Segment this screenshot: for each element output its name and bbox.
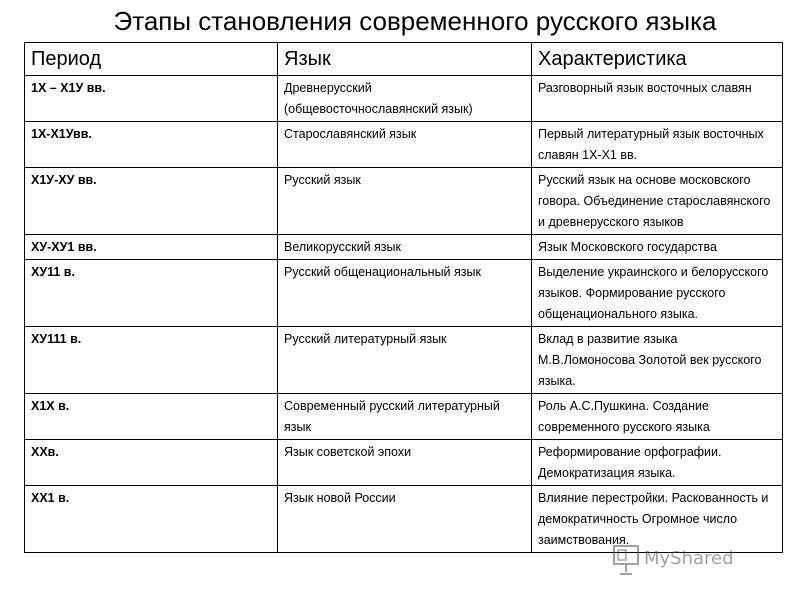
period-cell: X1У-XУ вв. bbox=[25, 168, 278, 235]
watermark-text: MyShared bbox=[644, 548, 734, 569]
language-cell: Древнерусский (общевосточнославянский язык) bbox=[278, 76, 532, 122]
table-row bbox=[25, 440, 783, 486]
period-cell: XУ-XУ1 вв. bbox=[25, 235, 278, 260]
language-cell: Старославянский язык bbox=[278, 122, 532, 168]
table-row bbox=[25, 235, 783, 260]
period-cell: XX1 в. bbox=[25, 486, 278, 553]
period-cell: XУ11 в. bbox=[25, 260, 278, 327]
table-row bbox=[25, 327, 783, 394]
language-cell: Язык советской эпохи bbox=[278, 440, 532, 486]
characteristic-cell: Разговорный язык восточных славян bbox=[532, 76, 783, 122]
characteristic-cell: Влияние перестройки. Раскованность и демократичность Огромное число заимствования. bbox=[532, 486, 783, 553]
table-header-row bbox=[25, 43, 783, 76]
characteristic-cell: Роль А.С.Пушкина. Создание современного русского языка bbox=[532, 394, 783, 440]
table-row bbox=[25, 168, 783, 235]
page-title: Этапы становления современного русского языка bbox=[113, 6, 717, 36]
table-row bbox=[25, 76, 783, 122]
language-cell: Русский общенациональный язык bbox=[278, 260, 532, 327]
characteristic-cell: Выделение украинского и белорусского языков. Формирование русского общенационального языка. bbox=[532, 260, 783, 327]
period-cell: 1X – X1У вв. bbox=[25, 76, 278, 122]
language-cell: Русский литературный язык bbox=[278, 327, 532, 394]
language-cell: Великорусский язык bbox=[278, 235, 532, 260]
period-cell: XУ111 в. bbox=[25, 327, 278, 394]
header-period: Период bbox=[25, 43, 278, 76]
language-cell: Язык новой России bbox=[278, 486, 532, 553]
table-row bbox=[25, 260, 783, 327]
header-characteristic: Характеристика bbox=[532, 43, 783, 76]
header-language: Язык bbox=[278, 43, 532, 76]
table-row bbox=[25, 486, 783, 553]
language-cell: Современный русский литературный язык bbox=[278, 394, 532, 440]
language-cell: Русский язык bbox=[278, 168, 532, 235]
characteristic-cell: Русский язык на основе московского говора. Объединение старославянского и древнерусского языков bbox=[532, 168, 783, 235]
period-cell: X1X в. bbox=[25, 394, 278, 440]
characteristic-cell: Реформирование орфографии. Демократизация языка. bbox=[532, 440, 783, 486]
characteristic-cell: Язык Московского государства bbox=[532, 235, 783, 260]
characteristic-cell: Первый литературный язык восточных славян 1X-X1 вв. bbox=[532, 122, 783, 168]
characteristic-cell: Вклад в развитие языка М.В.Ломоносова Золотой век русского языка. bbox=[532, 327, 783, 394]
table-row bbox=[25, 394, 783, 440]
period-cell: 1X-X1Увв. bbox=[25, 122, 278, 168]
table-row bbox=[25, 122, 783, 168]
language-stages-table bbox=[24, 42, 783, 553]
period-cell: XXв. bbox=[25, 440, 278, 486]
